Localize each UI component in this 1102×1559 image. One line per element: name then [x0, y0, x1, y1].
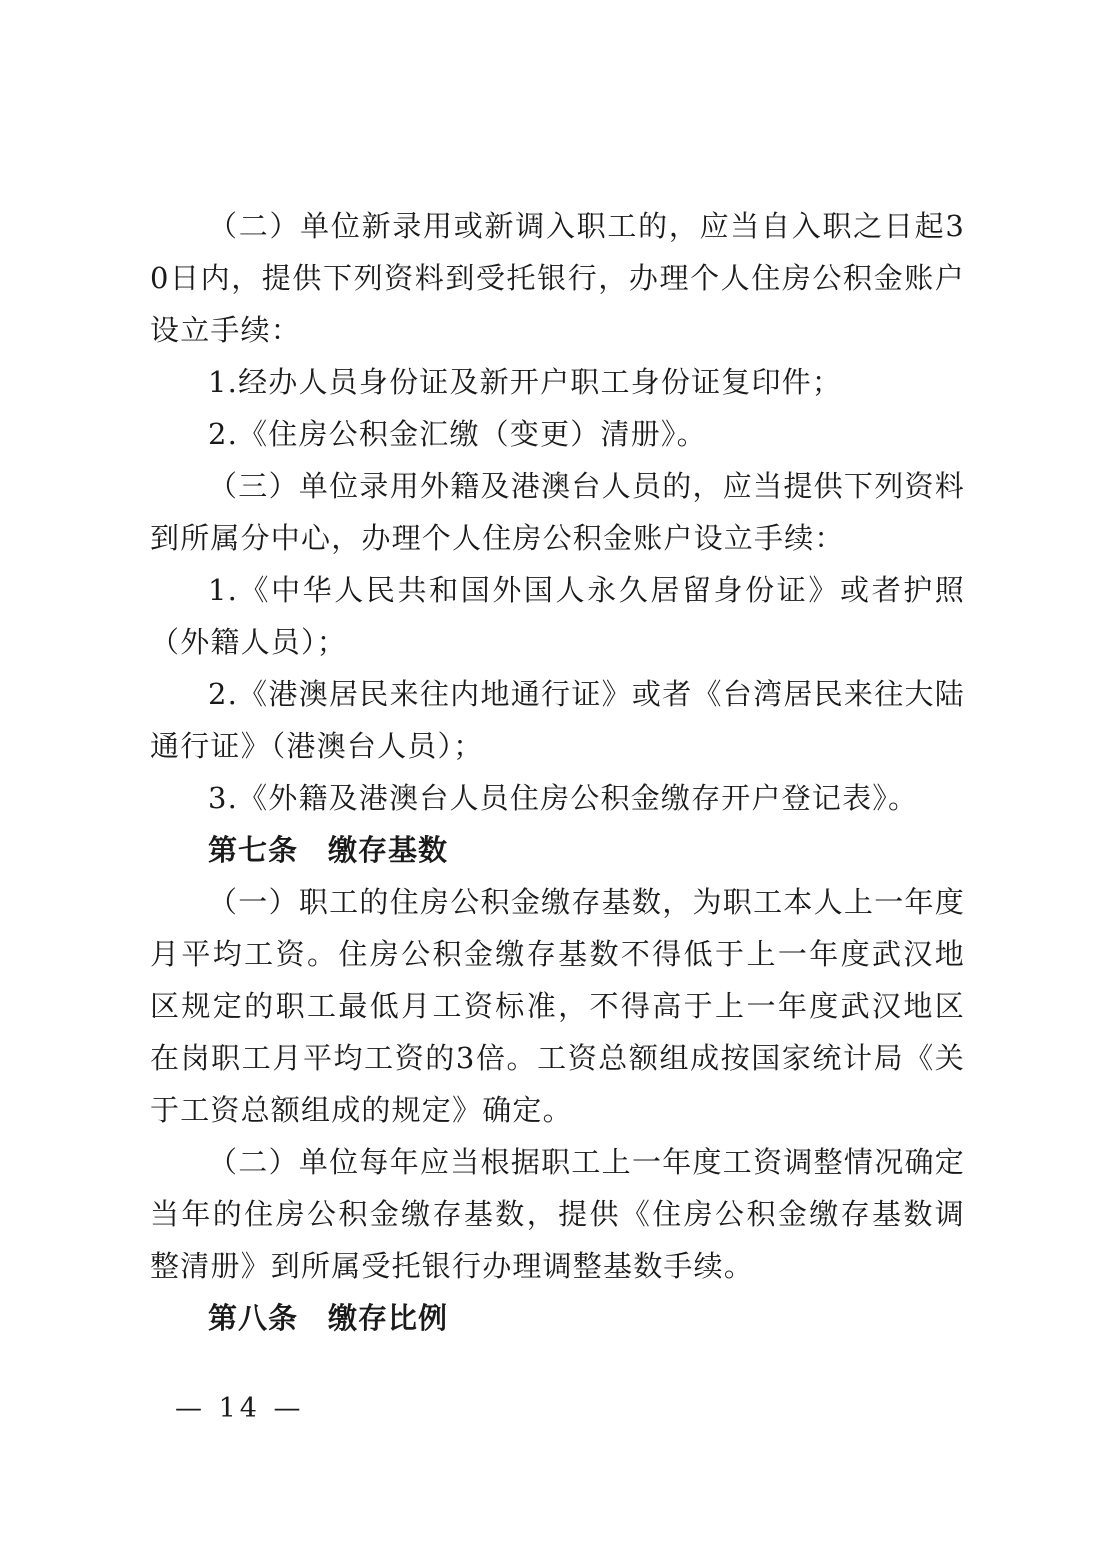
article-7-paragraph-2: （二）单位每年应当根据职工上一年度工资调整情况确定当年的住房公积金缴存基数，提供《住房公积金缴存基数调整清册》到所属受托银行办理调整基数手续。: [150, 1145, 965, 1283]
list-item-travel-permit: 2.《港澳居民来往内地通行证》或者《台湾居民来往大陆通行证》（港澳台人员）；: [150, 677, 965, 763]
article-7-heading: 第七条 缴存基数: [208, 833, 449, 867]
list-item-remittance-register: 2.《住房公积金汇缴（变更）清册》。: [208, 417, 707, 451]
list-item-registration-form: 3.《外籍及港澳台人员住房公积金缴存开户登记表》。: [208, 781, 919, 815]
article-8-heading: 第八条 缴存比例: [208, 1301, 449, 1335]
paragraph-foreign-staff: （三）单位录用外籍及港澳台人员的，应当提供下列资料到所属分中心，办理个人住房公积金账户设立手续：: [150, 469, 965, 555]
document-body: [150, 200, 965, 1344]
paragraph-new-employee: （二）单位新录用或新调入职工的，应当自入职之日起30日内，提供下列资料到受托银行，办理个人住房公积金账户设立手续：: [150, 209, 965, 347]
article-7-paragraph-1: （一）职工的住房公积金缴存基数，为职工本人上一年度月平均工资。住房公积金缴存基数不得低于上一年度武汉地区规定的职工最低月工资标准，不得高于上一年度武汉地区在岗职工月平均工资的3倍。工资总额组成按国家统计局《关于工资总额组成的规定》确定。: [150, 885, 965, 1127]
list-item-id-copies: 1.经办人员身份证及新开户职工身份证复印件；: [208, 365, 843, 399]
page-number: — 14 —: [175, 1393, 305, 1424]
list-item-residence-permit: 1.《中华人民共和国外国人永久居留身份证》或者护照（外籍人员）；: [150, 573, 965, 659]
